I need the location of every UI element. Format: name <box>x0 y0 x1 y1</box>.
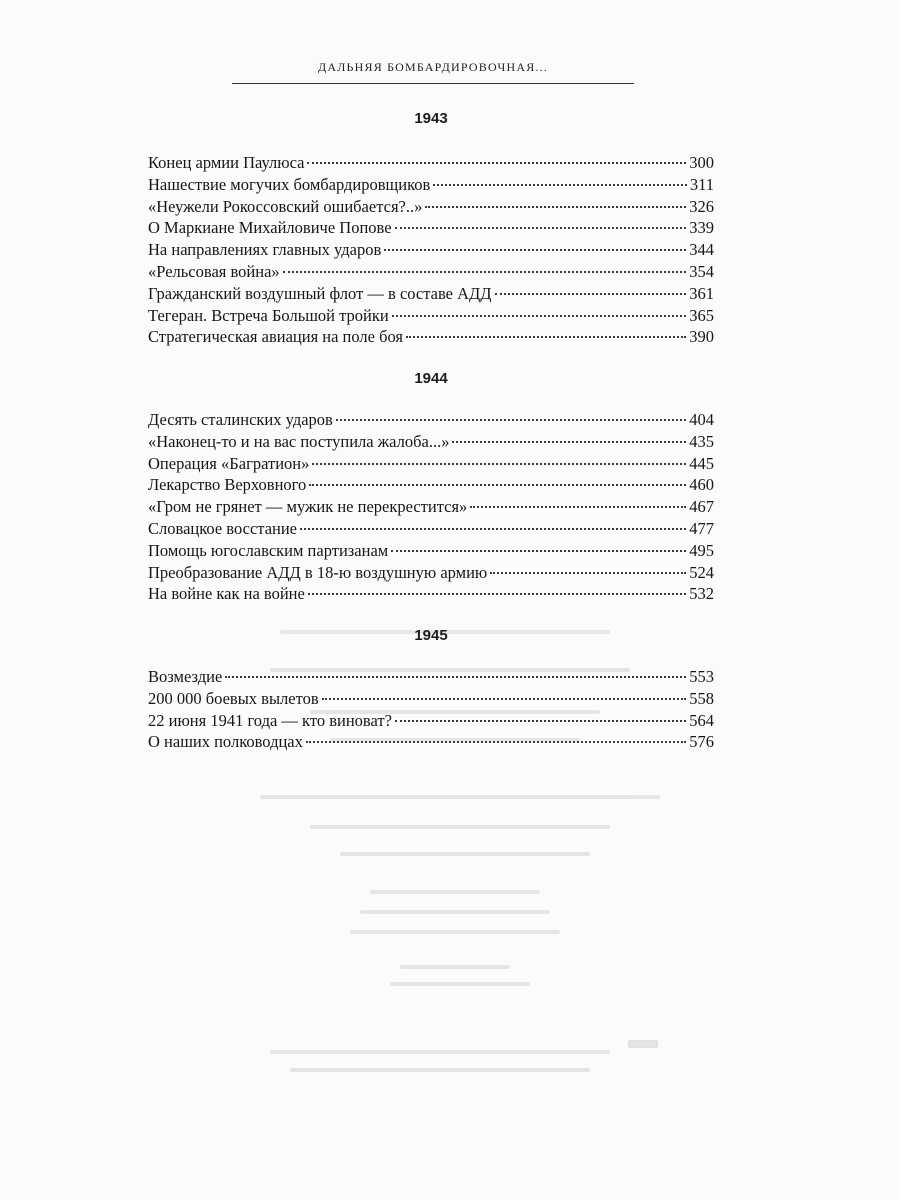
toc-entry <box>148 474 714 496</box>
toc-entry-title: Гражданский воздушный флот — в составе АДД <box>148 283 492 303</box>
toc-entry-title: О наших полководцах <box>148 732 303 752</box>
toc-entry <box>148 217 714 239</box>
toc-entry-title: На войне как на войне <box>148 584 305 604</box>
dot-leader <box>312 463 686 465</box>
toc-entry <box>148 305 714 327</box>
toc-entry-page: 326 <box>689 196 714 216</box>
toc-entry-title: «Неужели Рокоссовский ошибается?..» <box>148 196 423 216</box>
toc-entry <box>148 431 714 453</box>
dot-leader <box>395 720 686 722</box>
toc-entry <box>148 261 714 283</box>
dot-leader <box>384 249 686 251</box>
running-header: ДАЛЬНЯЯ БОМБАРДИРОВОЧНАЯ... <box>317 60 549 74</box>
toc-entry-page: 553 <box>689 667 714 686</box>
dot-leader <box>490 572 686 574</box>
toc-entry-page: 339 <box>689 218 714 238</box>
dot-leader <box>306 741 686 743</box>
dot-leader <box>392 315 687 317</box>
toc-list <box>148 152 714 348</box>
toc-entry-title: Возмездие <box>148 667 223 686</box>
toc-entry-title: Словацкое восстание <box>148 518 297 538</box>
dot-leader <box>308 593 686 595</box>
toc-entry-page: 390 <box>689 327 714 347</box>
toc-entry-title: Нашествие могучих бомбардировщиков <box>148 174 431 194</box>
toc-entry-page: 495 <box>689 540 714 560</box>
toc-entry <box>148 666 714 688</box>
toc-entry <box>148 496 714 518</box>
toc-entry <box>148 688 714 710</box>
toc-entry-title: «Рельсовая война» <box>148 261 280 281</box>
toc-entry-page: 477 <box>689 518 714 538</box>
toc-entry-page: 532 <box>689 584 714 604</box>
dot-leader <box>309 484 686 486</box>
toc-entry-page: 576 <box>689 732 714 752</box>
dot-leader <box>307 162 686 164</box>
toc-entry <box>148 583 714 605</box>
toc-entry <box>148 409 714 431</box>
dot-leader <box>495 293 687 295</box>
toc-entry <box>148 453 714 475</box>
toc-entry-page: 467 <box>689 497 714 517</box>
toc-entry <box>148 540 714 562</box>
dot-leader <box>300 528 686 530</box>
toc-entry-title: «Наконец-то и на вас поступила жалоба...» <box>148 431 450 451</box>
dot-leader <box>225 676 686 678</box>
toc-entry-page: 435 <box>689 431 714 451</box>
toc-entry-page: 558 <box>689 688 714 708</box>
toc-entry-title: Преобразование АДД в 18-ю воздушную армию <box>148 562 488 582</box>
toc-entry <box>148 562 714 584</box>
toc-entry-page: 404 <box>689 410 714 429</box>
dot-leader <box>406 336 686 338</box>
toc-entry-page: 354 <box>689 261 714 281</box>
dot-leader <box>425 206 686 208</box>
dot-leader <box>336 419 686 421</box>
toc-entry-title: 200 000 боевых вылетов <box>148 688 319 708</box>
toc-entry <box>148 196 714 218</box>
section-year-heading: 1945 <box>414 627 448 644</box>
toc-entry-title: О Маркиане Михайловиче Попове <box>148 218 392 238</box>
header-divider <box>232 83 634 84</box>
toc-entry-title: Помощь югославским партизанам <box>148 540 389 560</box>
section-year-heading: 1943 <box>414 110 448 127</box>
toc-entry <box>148 239 714 261</box>
toc-entry-title: Конец армии Паулюса <box>148 153 305 172</box>
toc-entry-title: Десять сталинских ударов <box>148 410 333 429</box>
toc-entry <box>148 710 714 732</box>
toc-entry-page: 344 <box>689 240 714 260</box>
toc-entry-page: 361 <box>689 283 714 303</box>
toc-entry-page: 365 <box>689 305 714 325</box>
toc-entry-title: На направлениях главных ударов <box>148 240 382 260</box>
toc-entry <box>148 174 714 196</box>
toc-entry <box>148 731 714 753</box>
toc-entry-page: 445 <box>689 453 714 473</box>
section-year-heading: 1944 <box>414 370 448 387</box>
toc-entry-title: Операция «Багратион» <box>148 453 310 473</box>
toc-entry-page: 300 <box>689 153 714 172</box>
toc-entry <box>148 283 714 305</box>
toc-entry <box>148 152 714 174</box>
toc-entry-page: 564 <box>689 710 714 730</box>
toc-entry-title: Лекарство Верховного <box>148 475 307 495</box>
toc-entry-title: 22 июня 1941 года — кто виноват? <box>148 710 392 730</box>
publisher-logo-icon <box>628 1040 658 1048</box>
toc-entry-title: Стратегическая авиация на поле боя <box>148 327 404 347</box>
dot-leader <box>470 506 686 508</box>
dot-leader <box>395 227 687 229</box>
toc-list <box>148 409 714 605</box>
toc-entry-page: 524 <box>689 562 714 582</box>
toc-entry-title: Тегеран. Встреча Большой тройки <box>148 305 389 325</box>
dot-leader <box>391 550 686 552</box>
dot-leader <box>322 698 687 700</box>
toc-entry-page: 460 <box>689 475 714 495</box>
toc-entry <box>148 518 714 540</box>
dot-leader <box>452 441 686 443</box>
dot-leader <box>283 271 687 273</box>
toc-list <box>148 666 714 753</box>
toc-entry-title: «Гром не грянет — мужик не перекрестится» <box>148 497 468 517</box>
toc-entry-page: 311 <box>689 174 714 194</box>
toc-entry <box>148 326 714 348</box>
dot-leader <box>433 184 687 186</box>
